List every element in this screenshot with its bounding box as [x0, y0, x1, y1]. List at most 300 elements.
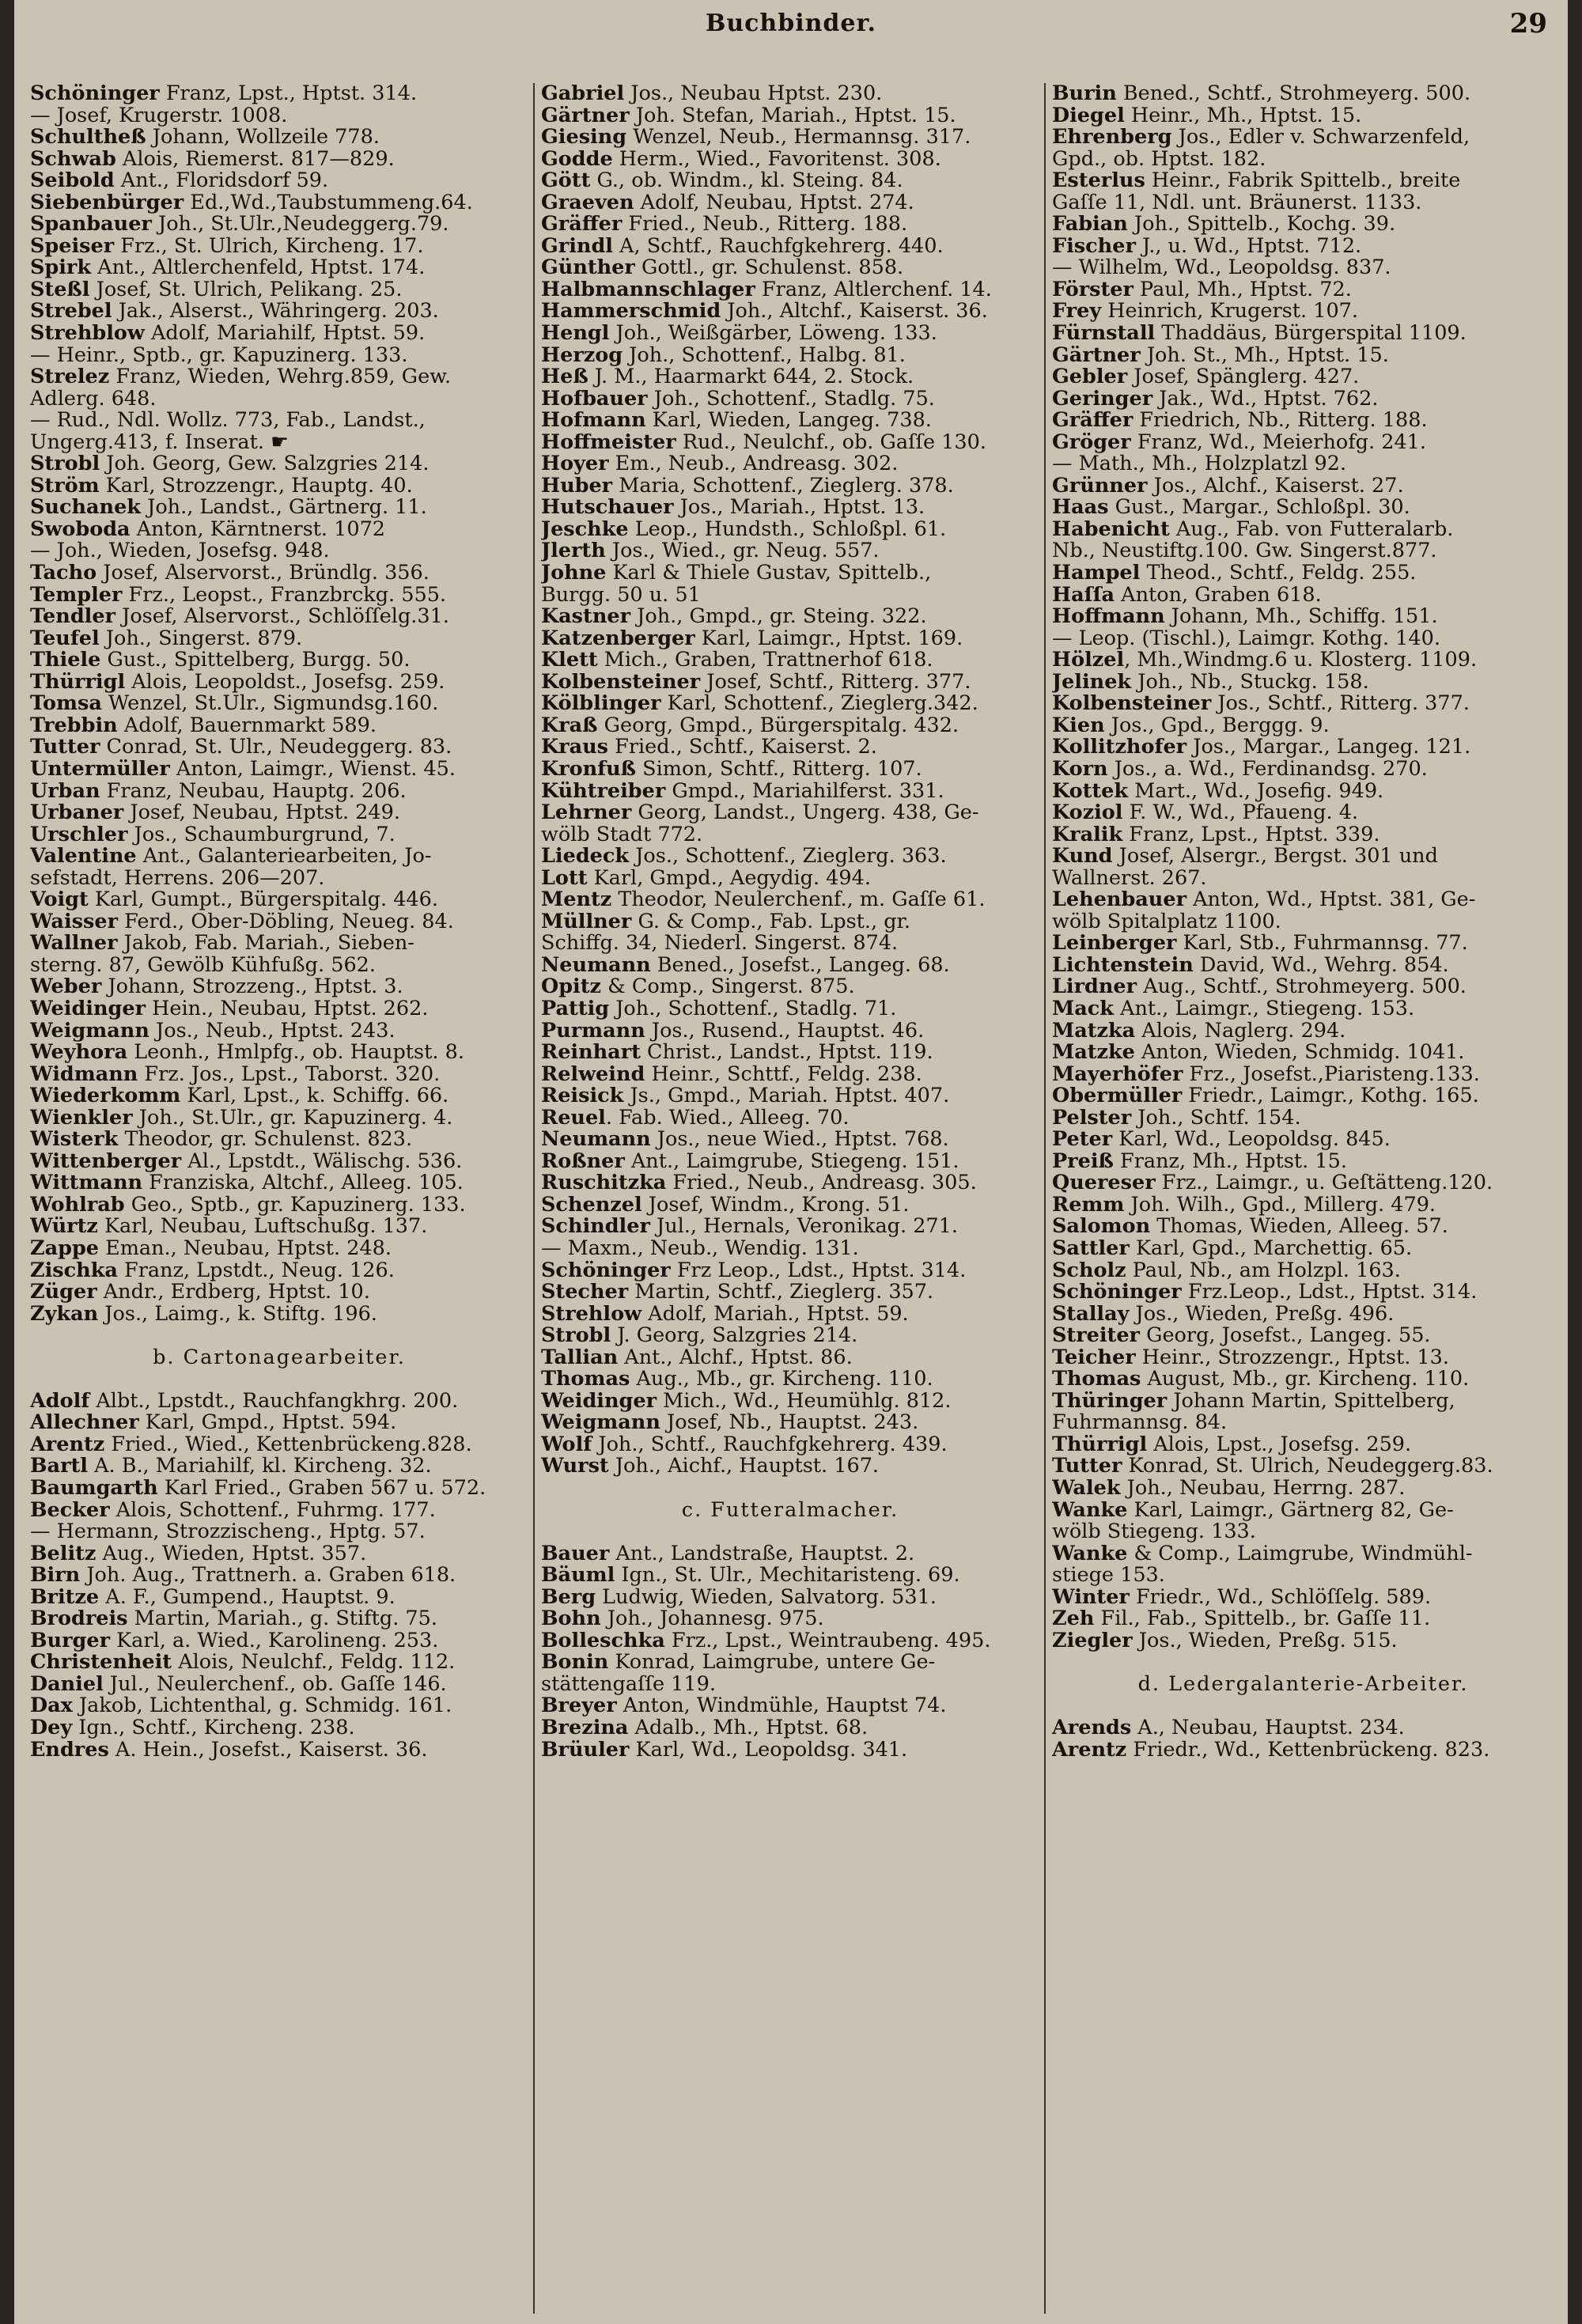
- entry-details: Joh., Spittelb., Kochg. 39.: [1127, 214, 1396, 236]
- entry-name: Schöninger: [1052, 1281, 1182, 1304]
- entry-details: Wenzel, St.Ulr., Sigmundsg.160.: [101, 693, 439, 715]
- entry-name: Zischka: [30, 1259, 118, 1282]
- entry-details: Joh., St.Ulr.,Neudeggerg.79.: [151, 214, 449, 236]
- entry-name: Kühtreiber: [541, 780, 666, 803]
- entry-details: Franz, Altlerchenf. 14.: [755, 278, 992, 301]
- directory-entry: [1052, 1064, 1554, 1086]
- entry-name: Walek: [1052, 1478, 1121, 1500]
- entry-name: Katzenberger: [541, 627, 695, 650]
- entry-name: Arentz: [1052, 1739, 1127, 1762]
- directory-entry: [541, 1434, 1039, 1456]
- entry-name: Preiß: [1052, 1150, 1114, 1173]
- entry-details: Jos., Edler v. Schwarzenfeld,: [1171, 127, 1470, 149]
- directory-entry: [30, 497, 528, 519]
- entry-continuation: [30, 105, 528, 127]
- entry-continuation: [1052, 192, 1554, 214]
- entry-name: Thiele: [30, 649, 101, 672]
- entry-name: Lehenbauer: [1052, 889, 1187, 911]
- directory-entry: [541, 301, 1039, 323]
- entry-continuation: [30, 955, 528, 977]
- entry-name: Strelez: [30, 366, 110, 388]
- directory-entry: [541, 453, 1039, 475]
- entry-details: Karl & Thiele Gustav, Spittelb.,: [606, 562, 932, 585]
- entry-name: Kronfuß: [541, 758, 637, 781]
- directory-entry: [541, 1412, 1039, 1434]
- entry-continuation: [30, 1521, 528, 1543]
- directory-entry: [541, 1194, 1039, 1217]
- directory-entry: [541, 998, 1039, 1020]
- entry-details: Conrad, St. Ulr., Neudeggerg. 83.: [100, 736, 452, 759]
- directory-entry: [541, 1216, 1039, 1238]
- entry-details: Jos., Alchf., Kaiserst. 27.: [1147, 475, 1404, 498]
- entry-continuation: [30, 410, 528, 432]
- entry-details: Karl, Wd., Leopoldsg. 845.: [1112, 1129, 1391, 1151]
- entry-name: Pelster: [1052, 1107, 1132, 1130]
- directory-entry: [1052, 562, 1554, 585]
- entry-details: David, Wd., Wehrg. 854.: [1193, 954, 1449, 977]
- entry-details: Karl, Strozzengr., Hauptg. 40.: [99, 475, 413, 498]
- entry-details: Fried., Schtf., Kaiserst. 2.: [608, 736, 877, 759]
- entry-name: Förster: [1052, 278, 1134, 301]
- entry-name: Halbmannschlager: [541, 278, 755, 301]
- entry-name: Burin: [1052, 83, 1117, 105]
- directory-entry: [1052, 1281, 1554, 1304]
- entry-details: Franz, Neubau, Hauptg. 206.: [100, 780, 407, 803]
- entry-continuation: [1052, 1565, 1554, 1587]
- entry-details: Ant., Laimgrube, Stiegeng. 151.: [624, 1150, 959, 1173]
- directory-entry: [541, 149, 1039, 171]
- entry-name: Tendler: [30, 606, 115, 628]
- directory-entry: [30, 1107, 528, 1130]
- entry-name: Kund: [1052, 846, 1113, 868]
- entry-details: Josef, Windm., Krong. 51.: [642, 1194, 910, 1217]
- entry-details: Ungerg.413, f. Inserat. ☛: [30, 431, 289, 454]
- entry-details: — Hermann, Strozzischeng., Hptg. 57.: [30, 1521, 426, 1543]
- entry-name: Züger: [30, 1281, 97, 1304]
- directory-entry: [1052, 1194, 1554, 1217]
- entry-name: Zappe: [30, 1237, 100, 1260]
- directory-entry: [1052, 236, 1554, 258]
- entry-details: Paul, Nb., am Holzpl. 163.: [1126, 1259, 1401, 1282]
- entry-name: Kralik: [1052, 823, 1123, 846]
- entry-details: Simon, Schtf., Ritterg. 107.: [636, 758, 922, 781]
- entry-name: Jeschke: [541, 518, 629, 541]
- directory-entry: [30, 672, 528, 694]
- entry-name: Arends: [1052, 1717, 1132, 1739]
- entry-details: Joh. St., Mh., Hptst. 15.: [1140, 344, 1389, 367]
- entry-details: Jos., Schottenf., Zieglerg. 363.: [629, 846, 947, 868]
- entry-name: Spanbauer: [30, 214, 152, 236]
- directory-entry: [541, 345, 1039, 367]
- directory-entry: [30, 606, 528, 628]
- entry-details: Ant., Landstraße, Hauptst. 2.: [609, 1542, 915, 1565]
- entry-name: Urschler: [30, 823, 128, 846]
- entry-continuation: [1052, 257, 1554, 279]
- entry-name: Bäuml: [541, 1565, 615, 1587]
- entry-name: Tallian: [541, 1346, 619, 1369]
- entry-name: Reisick: [541, 1085, 624, 1107]
- directory-entry: [30, 1194, 528, 1217]
- directory-entry: [541, 1172, 1039, 1194]
- entry-name: Herzog: [541, 344, 623, 367]
- entry-name: Salomon: [1052, 1216, 1151, 1238]
- entry-details: Wallnerst. 267.: [1052, 867, 1207, 890]
- directory-entry: [1052, 475, 1554, 498]
- entry-details: Ant., Laimgr., Stiegeng. 153.: [1113, 997, 1415, 1020]
- entry-details: J., u. Wd., Hptst. 712.: [1135, 235, 1362, 258]
- section-heading: [30, 1347, 528, 1369]
- entry-details: Mart., Wd., Josefig. 949.: [1128, 780, 1384, 803]
- directory-entry: [1052, 279, 1554, 301]
- directory-entry: [30, 475, 528, 498]
- entry-name: Obermüller: [1052, 1085, 1183, 1107]
- entry-name: Tutter: [30, 736, 100, 759]
- entry-details: Alois, Schottenf., Fuhrmg. 177.: [109, 1499, 436, 1522]
- entry-details: Heinrich, Krugerst. 107.: [1101, 301, 1359, 324]
- entry-name: Neumann: [541, 1129, 651, 1151]
- entry-details: Georg, Landst., Ungerg. 438, Ge-: [631, 802, 979, 824]
- entry-continuation: [30, 388, 528, 411]
- directory-entry: [1052, 1042, 1554, 1064]
- entry-name: Teicher: [1052, 1346, 1136, 1369]
- directory-entry: [30, 649, 528, 672]
- entry-details: Frz., Lpst., Weintraubeng. 495.: [664, 1629, 991, 1652]
- directory-entry: [1052, 736, 1554, 759]
- entry-details: Karl, Lpst., k. Schiffg. 66.: [180, 1085, 449, 1107]
- entry-name: Pattig: [541, 997, 610, 1020]
- directory-entry: [1052, 1608, 1554, 1630]
- entry-name: Habenicht: [1052, 518, 1170, 541]
- directory-entry: [30, 628, 528, 650]
- entry-details: Jos., Neubau Hptst. 230.: [624, 83, 883, 105]
- entry-name: Korn: [1052, 758, 1108, 781]
- directory-entry: [1052, 1630, 1554, 1652]
- entry-name: Jlerth: [541, 540, 606, 563]
- entry-details: Heinr., Fabrik Spittelb., breite: [1145, 170, 1461, 192]
- entry-name: Daniel: [30, 1673, 104, 1696]
- entry-name: Weigmann: [30, 1020, 149, 1043]
- entry-details: Anton, Windmühle, Hauptst 74.: [616, 1695, 947, 1718]
- directory-entry: [1052, 1107, 1554, 1130]
- entry-details: Ant., Galanteriearbeiten, Jo-: [136, 846, 432, 868]
- entry-name: Weigmann: [541, 1412, 660, 1434]
- entry-name: Steßl: [30, 278, 90, 301]
- entry-name: Speiser: [30, 235, 115, 258]
- entry-continuation: [30, 1368, 528, 1391]
- directory-entry: [541, 170, 1039, 192]
- entry-details: — Josef, Krugerstr. 1008.: [30, 104, 288, 127]
- entry-name: Grindl: [541, 235, 613, 258]
- directory-entry: [541, 889, 1039, 911]
- entry-name: Winter: [1052, 1586, 1130, 1609]
- entry-name: Kölblinger: [541, 693, 661, 715]
- directory-entry: [541, 1565, 1039, 1587]
- entry-continuation: [541, 824, 1039, 846]
- directory-entry: [1052, 1020, 1554, 1043]
- entry-name: Waisser: [30, 910, 119, 933]
- entry-name: Schultheß: [30, 127, 146, 149]
- entry-details: , Mh.,Windmg.6 u. Klosterg. 1109.: [1124, 649, 1478, 672]
- directory-entry: [30, 911, 528, 933]
- entry-details: Joh., Schtf., Rauchfgkehrerg. 439.: [592, 1433, 948, 1456]
- entry-name: Gräffer: [1052, 410, 1134, 432]
- entry-details: Jos., Margar., Langeg. 121.: [1186, 736, 1471, 759]
- directory-entry: [1052, 824, 1554, 846]
- directory-entry: [541, 1739, 1039, 1762]
- entry-name: Voigt: [30, 889, 89, 911]
- entry-name: Thomas: [1052, 1368, 1141, 1391]
- entry-name: Gabriel: [541, 83, 625, 105]
- directory-entry: [30, 1717, 528, 1739]
- entry-details: Fil., Fab., Spittelb., br. Gaſſe 11.: [1094, 1608, 1431, 1630]
- entry-name: Graeven: [541, 191, 634, 214]
- directory-entry: [541, 759, 1039, 781]
- entry-details: G. & Comp., Fab. Lpst., gr.: [631, 910, 911, 933]
- directory-entry: [30, 83, 528, 105]
- column-2: [541, 83, 1039, 2314]
- entry-details: Jos., Schtf., Ritterg. 377.: [1211, 693, 1470, 715]
- directory-entry: [1052, 889, 1554, 911]
- directory-entry: [541, 1107, 1039, 1130]
- entry-details: Geo., Sptb., gr. Kapuzinerg. 133.: [124, 1194, 466, 1217]
- entry-name: Strehblow: [30, 323, 145, 345]
- entry-details: Joh., Landst., Gärtnerg. 11.: [140, 497, 427, 519]
- directory-entry: [30, 976, 528, 998]
- directory-entry: [541, 846, 1039, 868]
- entry-details: Gaſſe 11, Ndl. unt. Bräunerst. 1133.: [1052, 191, 1422, 214]
- directory-entry: [541, 781, 1039, 803]
- directory-entry: [541, 802, 1039, 824]
- directory-entry: [1052, 366, 1554, 388]
- entry-name: Streiter: [1052, 1325, 1140, 1347]
- entry-details: — Leop. (Tischl.), Laimgr. Kothg. 140.: [1052, 627, 1440, 650]
- entry-name: Reuel: [541, 1107, 606, 1130]
- entry-continuation: [30, 868, 528, 890]
- entry-name: Bonin: [541, 1652, 609, 1674]
- entry-details: Ed.,Wd.,Taubstummeng.64.: [184, 191, 473, 214]
- entry-details: Ign., St. Ulr., Mechitaristeng. 69.: [615, 1565, 960, 1587]
- entry-details: Jak., Wd., Hptst. 762.: [1152, 388, 1379, 411]
- entry-name: Haſſa: [1052, 584, 1115, 607]
- directory-entry: [541, 1260, 1039, 1282]
- entry-details: Leop., Hundsth., Schloßpl. 61.: [628, 518, 947, 541]
- entry-details: Ant., Altlerchenfeld, Hptst. 174.: [91, 257, 426, 279]
- directory-entry: [541, 1151, 1039, 1173]
- directory-entry: [1052, 388, 1554, 411]
- entry-name: Hampel: [1052, 562, 1141, 585]
- entry-name: Wanke: [1052, 1542, 1128, 1565]
- entry-details: Karl, Wd., Leopoldsg. 341.: [629, 1739, 908, 1762]
- directory-entry: [541, 1608, 1039, 1630]
- directory-entry: [30, 1304, 528, 1326]
- directory-entry: [541, 1630, 1039, 1652]
- entry-name: Brezina: [541, 1717, 629, 1739]
- entry-details: Jos., Wieden, Preßg. 496.: [1129, 1303, 1395, 1326]
- directory-entry: [30, 1652, 528, 1674]
- entry-details: Joh., Gmpd., gr. Steing. 322.: [630, 606, 927, 628]
- column-1: [30, 83, 528, 2314]
- entry-name: Schöninger: [541, 1259, 671, 1282]
- directory-entry: [30, 1260, 528, 1282]
- directory-entry: [30, 149, 528, 171]
- entry-details: Frz., St. Ulrich, Kircheng. 17.: [114, 235, 424, 258]
- directory-entry: [541, 1543, 1039, 1565]
- entry-details: Christ., Landst., Hptst. 119.: [640, 1042, 933, 1064]
- directory-entry: [1052, 1543, 1554, 1565]
- entry-name: Matzke: [1052, 1042, 1135, 1064]
- directory-entry: [1052, 105, 1554, 127]
- entry-details: . Fab. Wied., Alleeg. 70.: [605, 1107, 850, 1130]
- entry-name: Weidinger: [541, 1390, 657, 1413]
- directory-entry: [1052, 497, 1554, 519]
- entry-details: Leonh., Hmlpfg., ob. Hauptst. 8.: [127, 1042, 464, 1064]
- directory-entry: [1052, 1455, 1554, 1478]
- directory-entry: [1052, 649, 1554, 672]
- entry-continuation: [541, 1521, 1039, 1543]
- column-divider: [533, 83, 535, 2314]
- directory-entry: [30, 170, 528, 192]
- entry-details: Gmpd., Mariahilferst. 331.: [665, 780, 944, 803]
- entry-name: Teufel: [30, 627, 100, 650]
- directory-entry: [1052, 1391, 1554, 1413]
- entry-details: Js., Gmpd., Mariah. Hptst. 407.: [623, 1085, 950, 1107]
- entry-details: — Maxm., Neub., Wendig. 131.: [541, 1237, 859, 1260]
- entry-details: Jul., Hernals, Veronikag. 271.: [649, 1216, 958, 1238]
- entry-name: Hofbauer: [541, 388, 648, 411]
- directory-entry: [30, 1042, 528, 1064]
- entry-name: Brodreis: [30, 1608, 128, 1630]
- directory-entry: [30, 453, 528, 475]
- entry-name: Gärtner: [541, 104, 630, 127]
- entry-details: Johann, Wollzeile 778.: [146, 127, 380, 149]
- entry-name: Kollitzhofer: [1052, 736, 1187, 759]
- entry-details: Friedrich, Nb., Ritterg. 188.: [1133, 410, 1428, 432]
- entry-details: wölb Stiegeng. 133.: [1052, 1521, 1256, 1543]
- directory-entry: [30, 1608, 528, 1630]
- directory-entry: [541, 1587, 1039, 1609]
- entry-name: Kraus: [541, 736, 609, 759]
- entry-details: J. M., Haarmarkt 644, 2. Stock.: [588, 366, 914, 388]
- directory-entry: [1052, 955, 1554, 977]
- entry-details: Anton, Wieden, Schmidg. 1041.: [1134, 1042, 1465, 1064]
- entry-name: Grünner: [1052, 475, 1148, 498]
- entry-name: Brüuler: [541, 1739, 630, 1762]
- entry-name: Schwab: [30, 148, 116, 171]
- entry-details: Karl, Stb., Fuhrmannsg. 77.: [1176, 933, 1468, 955]
- entry-details: Karl, Laimgr., Hptst. 169.: [694, 627, 963, 650]
- entry-details: A, Schtf., Rauchfgkehrerg. 440.: [612, 235, 944, 258]
- entry-name: Lehrner: [541, 802, 632, 824]
- entry-details: — Wilhelm, Wd., Leopoldsg. 837.: [1052, 257, 1391, 279]
- entry-name: Sattler: [1052, 1237, 1130, 1260]
- entry-details: Jos., a. Wd., Ferdinandsg. 270.: [1107, 758, 1428, 781]
- entry-details: Joh., Aichf., Hauptst. 167.: [608, 1455, 880, 1478]
- directory-entry: [30, 933, 528, 955]
- directory-entry: [30, 1543, 528, 1565]
- entry-details: Ant., Alchf., Hptst. 86.: [618, 1346, 853, 1369]
- entry-name: Opitz: [541, 976, 601, 998]
- directory-entry: [1052, 345, 1554, 367]
- directory-entry: [30, 1674, 528, 1696]
- entry-name: Heß: [541, 366, 589, 388]
- directory-page: [14, 0, 1568, 2324]
- entry-name: Mentz: [541, 889, 612, 911]
- directory-entry: [30, 323, 528, 345]
- directory-entry: [1052, 1304, 1554, 1326]
- entry-details: Karl, a. Wied., Karolineng. 253.: [110, 1629, 439, 1652]
- directory-entry: [30, 1129, 528, 1151]
- entry-name: Endres: [30, 1739, 109, 1762]
- entry-details: Joh., Altchf., Kaiserst. 36.: [721, 301, 988, 324]
- directory-entry: [30, 301, 528, 323]
- directory-entry: [541, 911, 1039, 933]
- entry-details: Ferd., Ober-Döbling, Neueg. 84.: [118, 910, 454, 933]
- directory-entry: [541, 868, 1039, 890]
- entry-details: Joh. Aug., Trattnerh. a. Graben 618.: [80, 1565, 456, 1587]
- entry-details: Maria, Schottenf., Zieglerg. 378.: [612, 475, 954, 498]
- entry-details: A. B., Mariahilf, kl. Kircheng. 32.: [87, 1455, 432, 1478]
- entry-name: Swoboda: [30, 518, 131, 541]
- entry-name: Valentine: [30, 846, 137, 868]
- entry-name: Jelinek: [1052, 671, 1132, 694]
- directory-entry: [541, 1020, 1039, 1043]
- entry-continuation: [541, 585, 1039, 607]
- directory-entry: [1052, 170, 1554, 192]
- entry-name: Baumgarth: [30, 1478, 158, 1500]
- entry-name: Strebel: [30, 301, 112, 324]
- entry-details: Friedr., Wd., Schlöſſelg. 589.: [1129, 1586, 1432, 1609]
- directory-entry: [541, 649, 1039, 672]
- entry-details: Johann, Strozzeng., Hptst. 3.: [101, 976, 403, 998]
- directory-entry: [541, 1064, 1039, 1086]
- entry-details: — Joh., Wieden, Josefsg. 948.: [30, 540, 330, 563]
- entry-name: Spirk: [30, 257, 92, 279]
- entry-name: Kolbensteiner: [541, 671, 701, 694]
- entry-name: Hengl: [541, 323, 610, 345]
- directory-entry: [30, 127, 528, 149]
- directory-entry: [1052, 976, 1554, 998]
- directory-entry: [1052, 1129, 1554, 1151]
- entry-name: Liedeck: [541, 846, 630, 868]
- directory-entry: [541, 105, 1039, 127]
- entry-name: Gött: [541, 170, 591, 192]
- directory-entry: [30, 1412, 528, 1434]
- entry-details: Adlerg. 648.: [30, 388, 157, 411]
- entry-details: Adolf, Neubau, Hptst. 274.: [634, 191, 914, 214]
- directory-entry: [541, 366, 1039, 388]
- directory-entry: [1052, 802, 1554, 824]
- entry-continuation: [1052, 868, 1554, 890]
- directory-entry: [541, 127, 1039, 149]
- directory-entry: [541, 192, 1039, 214]
- entry-details: Burgg. 50 u. 51: [541, 584, 701, 607]
- entry-details: stättengaſſe 119.: [541, 1673, 716, 1696]
- entry-details: G., ob. Windm., kl. Steing. 84.: [590, 170, 903, 192]
- directory-entry: [30, 519, 528, 541]
- entry-continuation: [1052, 1521, 1554, 1543]
- entry-name: Ziegler: [1052, 1629, 1133, 1652]
- entry-details: Frz.Leop., Ldst., Hptst. 314.: [1181, 1281, 1478, 1304]
- directory-entry: [30, 1020, 528, 1043]
- entry-continuation: [541, 1238, 1039, 1260]
- entry-details: — Rud., Ndl. Wollz. 773, Fab., Landst.,: [30, 410, 426, 432]
- entry-name: Strobl: [30, 453, 100, 475]
- directory-entry: [30, 1216, 528, 1238]
- directory-entry: [541, 1391, 1039, 1413]
- entry-name: Urban: [30, 780, 100, 803]
- entry-name: Zeh: [1052, 1608, 1095, 1630]
- entry-details: Nb., Neustiftg.100. Gw. Singerst.877.: [1052, 540, 1437, 563]
